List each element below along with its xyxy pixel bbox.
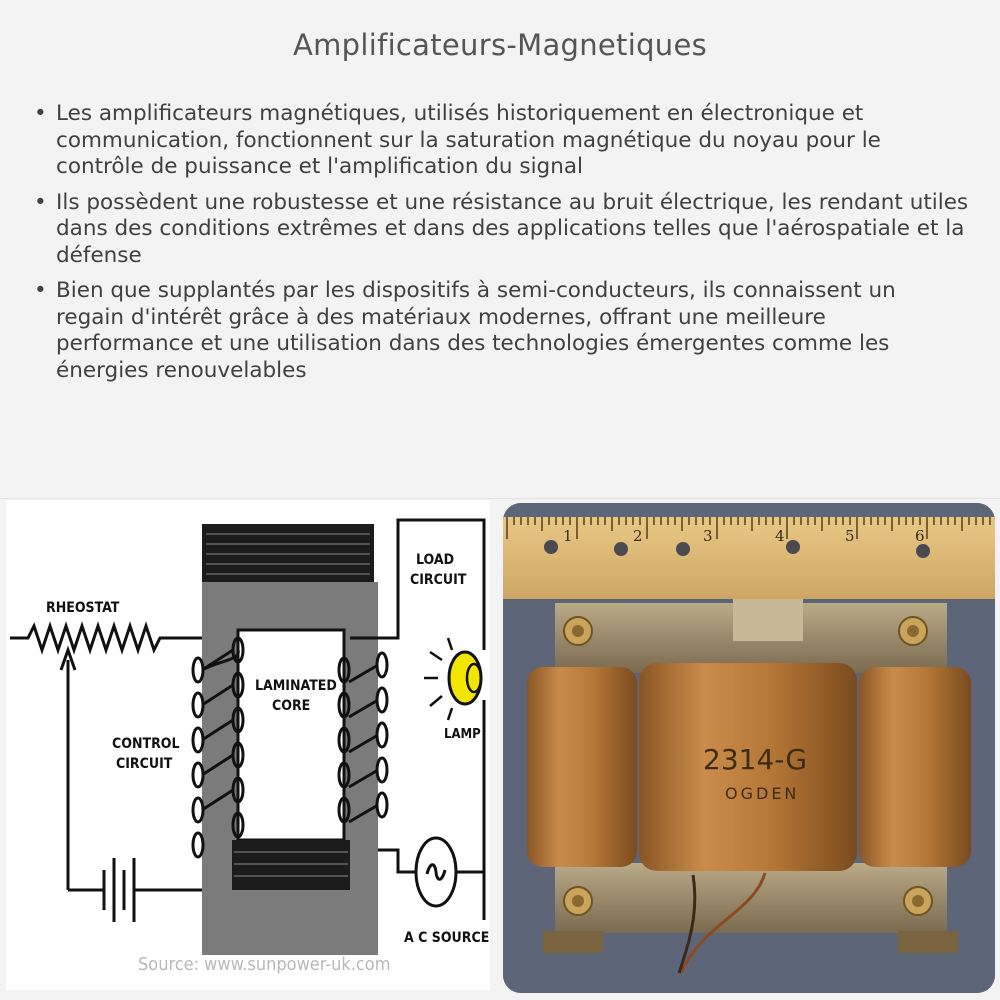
bolt-icon bbox=[564, 887, 592, 915]
bullet-text: Ils possèdent une robustesse et une résistance au bruit électrique, les rendant utiles dans des conditions extrêmes et dans des applications telles que l'aérospatiale et la défense bbox=[56, 189, 969, 268]
rheostat-symbol bbox=[10, 626, 202, 890]
bullet-item bbox=[34, 190, 969, 270]
ruler-number: 5 bbox=[845, 527, 855, 545]
core-bottom-laminations bbox=[232, 840, 350, 890]
right-coil bbox=[859, 667, 971, 867]
device-photo bbox=[503, 503, 995, 993]
source-credit: Source: www.sunpower-uk.com bbox=[138, 954, 391, 975]
laminated-core-label: CORE bbox=[272, 698, 311, 714]
bullet-text: Bien que supplantés par les dispositifs à semi-conducteurs, ils connaissent un regain d'intérêt grâce à des matériaux modernes, offrant une meilleure performance et une utilisation dans des technologies émergentes comme les énergies renouvelables bbox=[56, 278, 896, 383]
bolt-icon bbox=[899, 617, 927, 645]
bolt-icon bbox=[564, 617, 592, 645]
lamp-label: LAMP bbox=[444, 727, 481, 742]
load-circuit-label: CIRCUIT bbox=[410, 572, 467, 588]
lamp-icon bbox=[424, 638, 481, 720]
laminated-core-label: LAMINATED bbox=[255, 678, 337, 694]
rheostat-label: RHEOSTAT bbox=[46, 600, 120, 616]
load-circuit-label: LOAD bbox=[416, 552, 455, 568]
bullet-item bbox=[34, 278, 969, 384]
bullet-marker: • bbox=[34, 101, 47, 126]
core-window bbox=[238, 630, 344, 840]
core-top-laminations bbox=[202, 524, 374, 582]
magnetic-amplifier-photo bbox=[503, 503, 995, 993]
left-coil bbox=[527, 667, 637, 867]
bullet-marker: • bbox=[34, 189, 47, 215]
ruler-number: 2 bbox=[633, 527, 643, 545]
ac-source-icon bbox=[416, 838, 456, 906]
magnetic-amplifier-diagram bbox=[6, 500, 490, 990]
maker-label: OGDEN bbox=[725, 784, 800, 803]
control-circuit-label: CIRCUIT bbox=[116, 756, 173, 772]
ruler bbox=[503, 517, 995, 599]
ruler-number: 1 bbox=[563, 527, 573, 545]
circuit-diagram bbox=[6, 500, 490, 990]
ruler-number: 6 bbox=[915, 527, 925, 545]
bullet-text: Les amplificateurs magnétiques, utilisés historiquement en électronique et communication, fonctionnent sur la saturation magnétique du noyau pour le contrôle de puissance et l'amplification du signal bbox=[56, 101, 881, 179]
part-number-label: 2314-G bbox=[703, 743, 808, 776]
ac-source-label: A C SOURCE bbox=[404, 930, 490, 946]
bolt-icon bbox=[904, 887, 932, 915]
ruler-number: 3 bbox=[703, 527, 713, 545]
ruler-number: 4 bbox=[775, 527, 785, 545]
section-divider bbox=[0, 498, 1000, 499]
page-title: Amplificateurs-Magnetiques bbox=[292, 28, 708, 62]
control-circuit-label: CONTROL bbox=[112, 736, 180, 752]
bullet-list bbox=[34, 101, 969, 393]
battery-symbol bbox=[68, 858, 202, 922]
bullet-marker: • bbox=[34, 278, 47, 303]
bullet-item bbox=[34, 101, 969, 181]
